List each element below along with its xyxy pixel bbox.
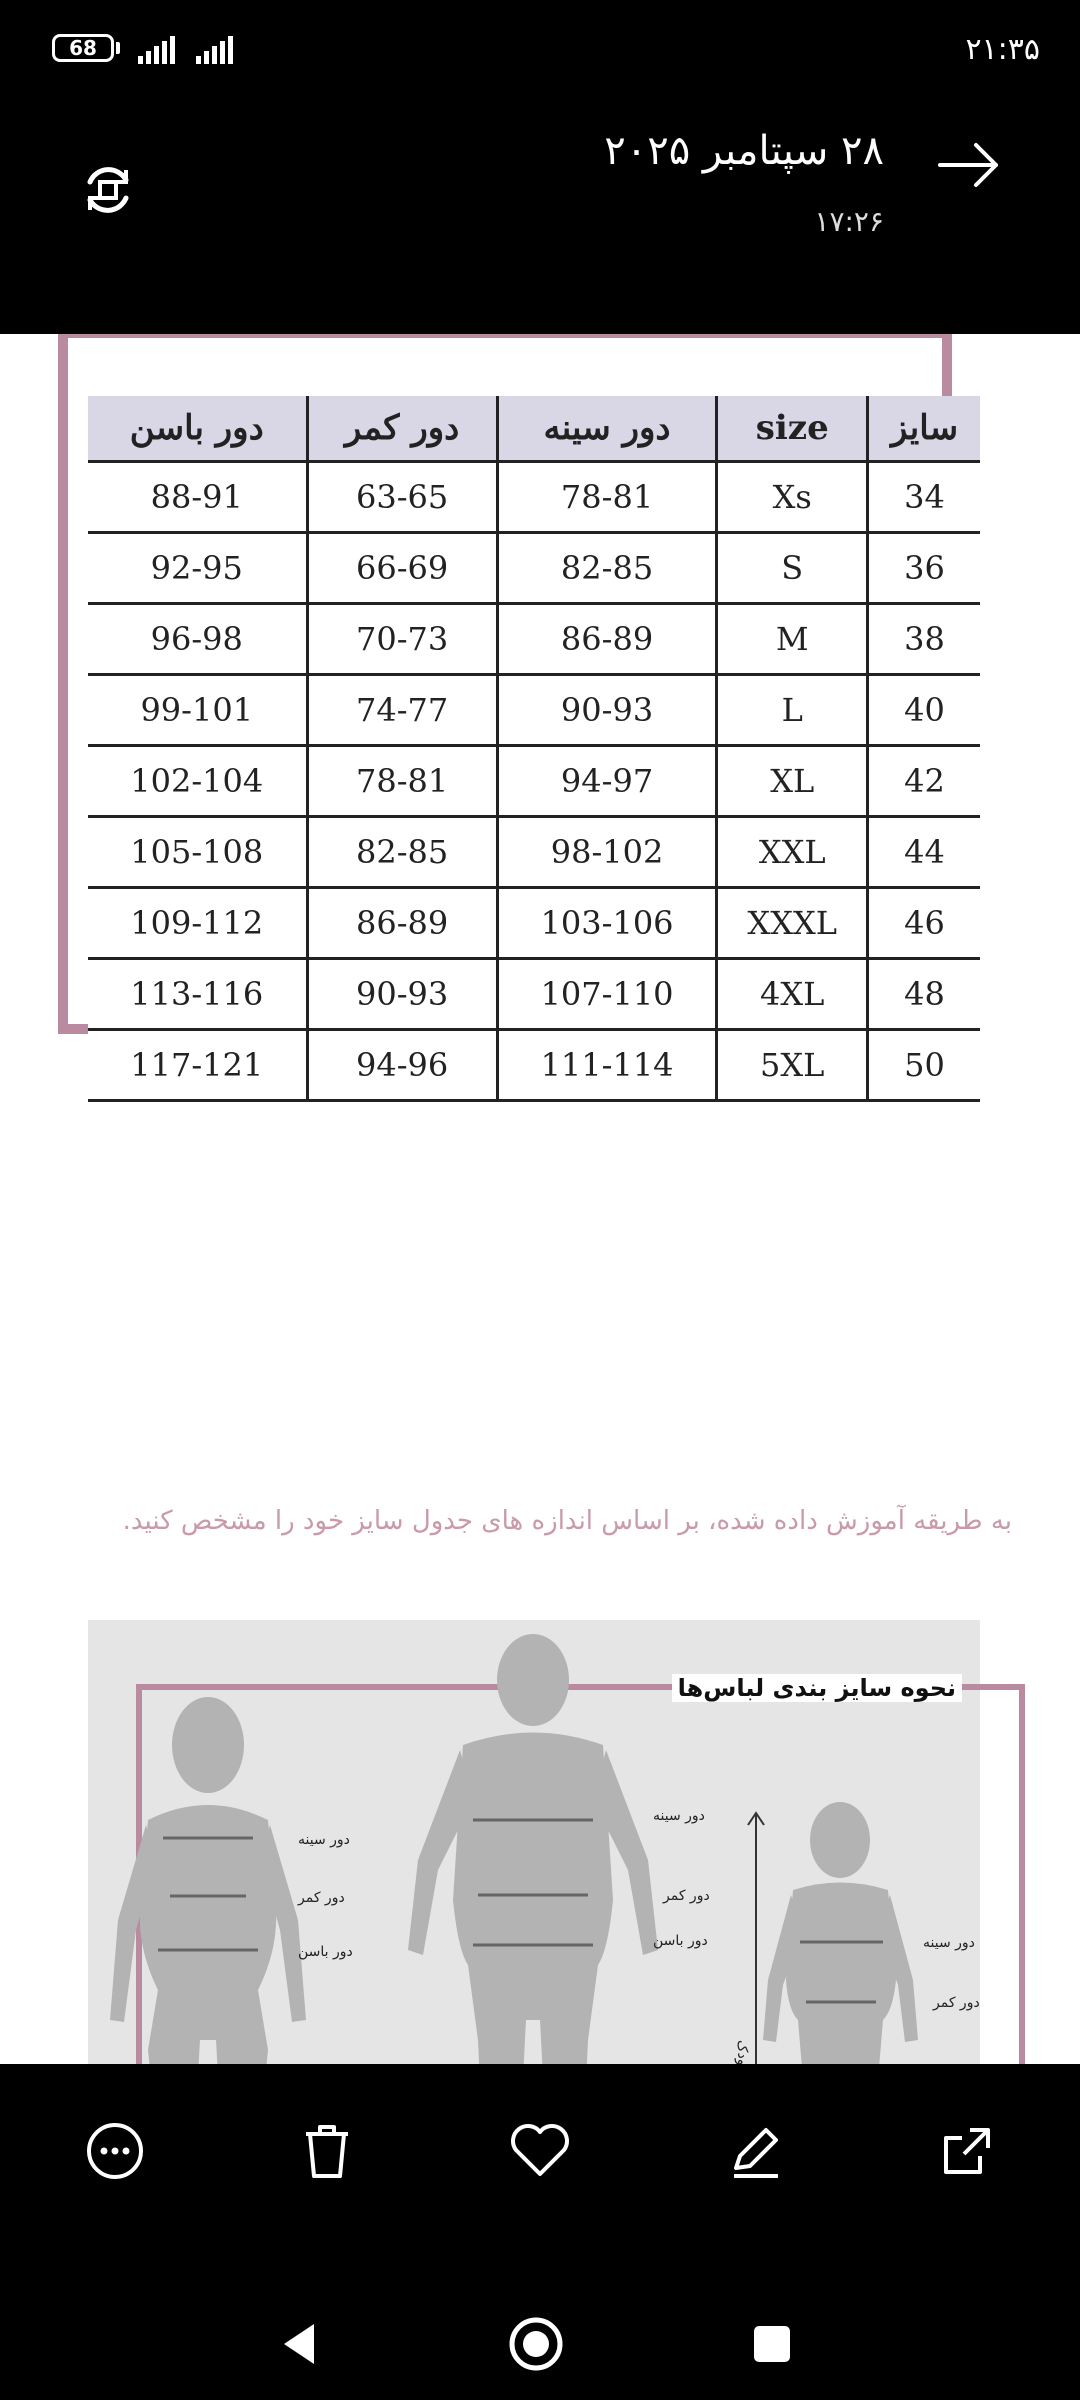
table-row bbox=[88, 817, 980, 888]
cell-chest: 94-97 bbox=[497, 746, 717, 817]
cell-size-letter: 4XL bbox=[717, 959, 868, 1030]
table-header: سایز bbox=[868, 396, 980, 462]
table-row bbox=[88, 1030, 980, 1101]
cell-waist: 78-81 bbox=[307, 746, 497, 817]
cell-waist: 63-65 bbox=[307, 462, 497, 533]
man-hip-label: دور باسن bbox=[653, 1933, 708, 1949]
diagram-title: نحوه سایز بندی لباس‌ها bbox=[672, 1674, 962, 1702]
photo-time: ۱۷:۲۶ bbox=[814, 205, 884, 238]
edit-icon[interactable] bbox=[720, 2116, 790, 2186]
body-silhouettes bbox=[88, 1620, 980, 2092]
cell-size-letter: XL bbox=[717, 746, 868, 817]
recents-icon[interactable] bbox=[740, 2312, 804, 2376]
woman-figure bbox=[110, 1697, 306, 2064]
size-table bbox=[88, 396, 980, 1102]
man-chest-label: دور سینه bbox=[653, 1808, 705, 1824]
cell-hip: 96-98 bbox=[88, 604, 307, 675]
table-header: دور کمر bbox=[307, 396, 497, 462]
photo-toolbar bbox=[0, 2064, 1080, 2234]
cell-waist: 86-89 bbox=[307, 888, 497, 959]
cell-hip: 117-121 bbox=[88, 1030, 307, 1101]
cell-waist: 94-96 bbox=[307, 1030, 497, 1101]
table-header: دور باسن bbox=[88, 396, 307, 462]
photo-date: ۲۸ سپتامبر ۲۰۲۵ bbox=[604, 128, 884, 174]
cell-waist: 90-93 bbox=[307, 959, 497, 1030]
cell-hip: 99-101 bbox=[88, 675, 307, 746]
woman-hip-label: دور باسن bbox=[298, 1944, 353, 1960]
child-height-label: قد کودک bbox=[734, 2040, 750, 2092]
signal-icon bbox=[196, 34, 233, 64]
cell-chest: 111-114 bbox=[497, 1030, 717, 1101]
cell-size-letter: XXL bbox=[717, 817, 868, 888]
delete-icon[interactable] bbox=[292, 2116, 362, 2186]
cell-chest: 86-89 bbox=[497, 604, 717, 675]
man-figure bbox=[408, 1634, 658, 2064]
battery-tip bbox=[116, 42, 120, 54]
table-row bbox=[88, 604, 980, 675]
signal-icon bbox=[138, 34, 175, 64]
more-icon[interactable] bbox=[80, 2116, 150, 2186]
cell-hip: 113-116 bbox=[88, 959, 307, 1030]
cell-size-letter: S bbox=[717, 533, 868, 604]
share-icon[interactable] bbox=[932, 2116, 1002, 2186]
instruction-note: به طریقه آموزش داده شده، بر اساس اندازه های جدول سایز خود را مشخص کنید. bbox=[122, 1506, 1012, 1536]
table-header: size bbox=[717, 396, 868, 462]
favorite-icon[interactable] bbox=[505, 2116, 575, 2186]
cell-chest: 107-110 bbox=[497, 959, 717, 1030]
battery-indicator: 68 bbox=[52, 34, 114, 62]
cell-size-letter: M bbox=[717, 604, 868, 675]
cell-hip: 102-104 bbox=[88, 746, 307, 817]
cell-size-letter: 5XL bbox=[717, 1030, 868, 1101]
cell-waist: 74-77 bbox=[307, 675, 497, 746]
status-clock: ۲۱:۳۵ bbox=[965, 32, 1040, 67]
cell-size: 48 bbox=[868, 959, 980, 1030]
cell-size: 42 bbox=[868, 746, 980, 817]
woman-waist-label: دور کمر bbox=[298, 1890, 345, 1906]
cell-size-letter: XXXL bbox=[717, 888, 868, 959]
cell-size-letter: L bbox=[717, 675, 868, 746]
back-icon[interactable] bbox=[268, 2312, 332, 2376]
photo-content bbox=[0, 334, 1080, 2092]
cell-size: 50 bbox=[868, 1030, 980, 1101]
cell-chest: 103-106 bbox=[497, 888, 717, 959]
child-figure bbox=[763, 1802, 918, 2064]
home-icon[interactable] bbox=[504, 2312, 568, 2376]
forward-arrow-icon[interactable] bbox=[936, 140, 1002, 190]
table-header: دور سینه bbox=[497, 396, 717, 462]
table-row bbox=[88, 888, 980, 959]
cell-chest: 90-93 bbox=[497, 675, 717, 746]
rotate-icon[interactable] bbox=[78, 160, 138, 220]
child-waist-label: دور کمر bbox=[933, 1995, 980, 2011]
cell-chest: 82-85 bbox=[497, 533, 717, 604]
cell-hip: 109-112 bbox=[88, 888, 307, 959]
cell-size: 46 bbox=[868, 888, 980, 959]
man-waist-label: دور کمر bbox=[663, 1888, 710, 1904]
table-row bbox=[88, 533, 980, 604]
cell-size: 34 bbox=[868, 462, 980, 533]
cell-size: 36 bbox=[868, 533, 980, 604]
cell-chest: 98-102 bbox=[497, 817, 717, 888]
table-row bbox=[88, 746, 980, 817]
cell-chest: 78-81 bbox=[497, 462, 717, 533]
cell-waist: 66-69 bbox=[307, 533, 497, 604]
cell-hip: 88-91 bbox=[88, 462, 307, 533]
cell-waist: 70-73 bbox=[307, 604, 497, 675]
status-bar bbox=[0, 0, 1080, 100]
cell-size: 44 bbox=[868, 817, 980, 888]
cell-size: 40 bbox=[868, 675, 980, 746]
cell-size-letter: Xs bbox=[717, 462, 868, 533]
cell-size: 38 bbox=[868, 604, 980, 675]
woman-chest-label: دور سینه bbox=[298, 1832, 350, 1848]
table-row bbox=[88, 675, 980, 746]
cell-hip: 105-108 bbox=[88, 817, 307, 888]
table-row bbox=[88, 462, 980, 533]
cell-hip: 92-95 bbox=[88, 533, 307, 604]
viewer-header bbox=[0, 100, 1080, 334]
cell-waist: 82-85 bbox=[307, 817, 497, 888]
table-row bbox=[88, 959, 980, 1030]
system-navigation-bar bbox=[0, 2290, 1080, 2400]
child-chest-label: دور سینه bbox=[923, 1935, 975, 1951]
